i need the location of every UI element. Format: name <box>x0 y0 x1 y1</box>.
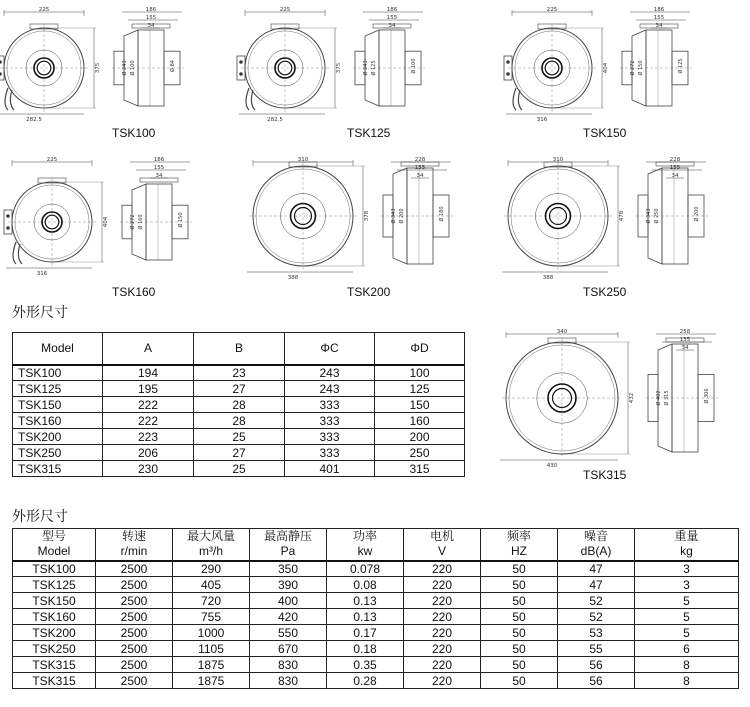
value-cell: 2500 <box>96 561 173 577</box>
value-cell: 350 <box>250 561 327 577</box>
spec-column-header <box>558 529 635 561</box>
dimension-label: 34 <box>147 23 155 29</box>
value-cell: 720 <box>173 593 250 609</box>
value-cell: 50 <box>481 657 558 673</box>
table-row <box>13 609 739 625</box>
dimension-label: 310 <box>552 157 564 163</box>
table-row <box>13 673 739 689</box>
diameter-label: Ø 315 <box>664 390 670 406</box>
drawing-tsk100 <box>0 7 230 123</box>
value-cell: 194 <box>103 365 194 381</box>
value-cell: 222 <box>103 413 194 429</box>
value-cell: 220 <box>404 593 481 609</box>
dimension-label: 34 <box>388 23 396 29</box>
dimension-label: 225 <box>279 7 291 13</box>
value-cell: 3 <box>635 561 739 577</box>
diameter-label: Ø 150 <box>178 212 184 228</box>
drawing-svg <box>500 329 730 469</box>
value-cell: 755 <box>173 609 250 625</box>
value-cell: 333 <box>285 445 375 461</box>
model-cell: TSK160 <box>13 609 96 625</box>
dimension-label: 388 <box>542 275 554 281</box>
value-cell: 53 <box>558 625 635 641</box>
dimension-label: 316 <box>536 117 548 123</box>
value-cell: 47 <box>558 577 635 593</box>
value-cell: 2500 <box>96 593 173 609</box>
dimension-label: 378 <box>364 210 370 222</box>
table-row <box>13 445 465 461</box>
value-cell: 830 <box>250 673 327 689</box>
spec-column-header <box>404 529 481 561</box>
value-cell: 401 <box>285 461 375 477</box>
section1-heading: 外形尺寸 <box>12 305 68 321</box>
drawing-tsk315 <box>500 329 730 469</box>
value-cell: 400 <box>250 593 327 609</box>
diameter-label: Ø 272 <box>130 214 136 230</box>
value-cell: 3 <box>635 577 739 593</box>
value-cell: 220 <box>404 625 481 641</box>
value-cell: 8 <box>635 673 739 689</box>
value-cell: 2500 <box>96 609 173 625</box>
dimension-label: 34 <box>655 23 663 29</box>
dimension-label: 155 <box>386 15 398 21</box>
value-cell: 220 <box>404 657 481 673</box>
dimension-label: 430 <box>546 463 558 469</box>
diameter-label: Ø 125 <box>371 60 377 76</box>
drawing-caption: TSK100 <box>112 126 156 140</box>
dimension-label: 432 <box>629 392 635 404</box>
value-cell: 50 <box>481 625 558 641</box>
diameter-label: Ø 84 <box>170 60 176 72</box>
value-cell: 0.17 <box>327 625 404 641</box>
dimension-label: 388 <box>287 275 299 281</box>
value-cell: 315 <box>375 461 465 477</box>
table-row <box>13 561 739 577</box>
diameter-label: Ø 243 <box>122 60 128 76</box>
diameter-label: Ø 343 <box>646 208 652 224</box>
spec-column-header <box>327 529 404 561</box>
dimension-label: 186 <box>145 7 157 13</box>
diameter-label: Ø 343 <box>391 208 397 224</box>
column-header-cn: 功率 <box>352 529 377 544</box>
column-header-unit: V <box>437 544 446 559</box>
value-cell: 5 <box>635 609 739 625</box>
value-cell: 47 <box>558 561 635 577</box>
value-cell: 150 <box>375 397 465 413</box>
table-row <box>13 641 739 657</box>
value-cell: 50 <box>481 577 558 593</box>
drawing-caption: TSK200 <box>347 285 391 299</box>
col-d: ΦD <box>375 333 465 365</box>
drawing-svg <box>0 157 230 277</box>
dimension-label: 478 <box>619 210 625 222</box>
table-row <box>13 381 465 397</box>
value-cell: 56 <box>558 657 635 673</box>
value-cell: 23 <box>194 365 285 381</box>
diameter-label: Ø 125 <box>678 58 684 74</box>
dimension-label: 155 <box>145 15 157 21</box>
diameter-label: Ø 402 <box>656 390 662 406</box>
value-cell: 0.35 <box>327 657 404 673</box>
specifications-header-row <box>13 529 739 561</box>
value-cell: 5 <box>635 593 739 609</box>
spec-column-header <box>96 529 173 561</box>
diameter-label: Ø 200 <box>399 208 405 224</box>
column-header-unit: r/min <box>120 544 148 559</box>
column-header-unit: Model <box>37 544 71 559</box>
value-cell: 1105 <box>173 641 250 657</box>
drawing-caption: TSK150 <box>583 126 627 140</box>
value-cell: 243 <box>285 381 375 397</box>
value-cell: 27 <box>194 445 285 461</box>
value-cell: 27 <box>194 381 285 397</box>
value-cell: 1875 <box>173 673 250 689</box>
value-cell: 100 <box>375 365 465 381</box>
value-cell: 28 <box>194 413 285 429</box>
value-cell: 50 <box>481 561 558 577</box>
table-row <box>13 461 465 477</box>
column-header-cn: 噪音 <box>583 529 608 544</box>
spec-column-header <box>635 529 739 561</box>
column-header-cn: 最高静压 <box>263 529 312 544</box>
value-cell: 8 <box>635 657 739 673</box>
diameter-label: Ø 250 <box>654 208 660 224</box>
drawing-tsk150 <box>500 7 730 123</box>
value-cell: 223 <box>103 429 194 445</box>
column-header-unit: m³/h <box>199 544 223 559</box>
dimension-label: 186 <box>653 7 665 13</box>
drawing-svg <box>0 7 230 123</box>
spec-column-header <box>13 529 96 561</box>
diameter-label: Ø 100 <box>130 60 136 76</box>
model-cell: TSK100 <box>13 561 96 577</box>
drawing-svg <box>245 7 475 123</box>
value-cell: 0.18 <box>327 641 404 657</box>
col-c: ΦC <box>285 333 375 365</box>
dimension-label: 258 <box>679 329 691 335</box>
table-row <box>13 593 739 609</box>
dimension-label: 282.5 <box>267 117 283 123</box>
value-cell: 250 <box>375 445 465 461</box>
value-cell: 0.078 <box>327 561 404 577</box>
value-cell: 200 <box>375 429 465 445</box>
diameter-label: Ø 243 <box>363 60 369 76</box>
dimension-label: 228 <box>669 157 681 163</box>
value-cell: 206 <box>103 445 194 461</box>
diameter-label: Ø 150 <box>638 60 644 76</box>
value-cell: 0.13 <box>327 593 404 609</box>
model-cell: TSK100 <box>13 365 103 381</box>
value-cell: 25 <box>194 461 285 477</box>
specifications-table <box>12 528 739 689</box>
column-header-cn: 最大风量 <box>186 529 235 544</box>
column-header-cn: 重量 <box>674 529 699 544</box>
value-cell: 230 <box>103 461 194 477</box>
drawing-tsk200 <box>245 157 475 281</box>
model-cell: TSK150 <box>13 593 96 609</box>
section2-heading: 外形尺寸 <box>12 509 68 525</box>
column-header-unit: dB(A) <box>580 544 612 559</box>
dimension-label: 155 <box>414 165 426 171</box>
dimension-label: 316 <box>36 271 48 277</box>
column-header-unit: Pa <box>280 544 296 559</box>
diameter-label: Ø 272 <box>630 60 636 76</box>
value-cell: 222 <box>103 397 194 413</box>
model-cell: TSK250 <box>13 641 96 657</box>
value-cell: 25 <box>194 429 285 445</box>
model-cell: TSK250 <box>13 445 103 461</box>
column-header-cn: 转速 <box>121 529 146 544</box>
value-cell: 390 <box>250 577 327 593</box>
value-cell: 5 <box>635 625 739 641</box>
col-a: A <box>103 333 194 365</box>
model-cell: TSK315 <box>13 673 96 689</box>
drawing-svg <box>245 157 475 281</box>
value-cell: 55 <box>558 641 635 657</box>
value-cell: 333 <box>285 413 375 429</box>
table-row <box>13 625 739 641</box>
dimension-label: 225 <box>38 7 50 13</box>
dimension-label: 404 <box>603 62 609 74</box>
value-cell: 50 <box>481 641 558 657</box>
value-cell: 2500 <box>96 657 173 673</box>
dimensions-header-row <box>13 333 465 365</box>
dimension-label: 186 <box>153 157 165 163</box>
dimension-label: 282.5 <box>26 117 42 123</box>
model-cell: TSK200 <box>13 429 103 445</box>
model-cell: TSK125 <box>13 577 96 593</box>
spec-column-header <box>250 529 327 561</box>
diameter-label: Ø 306 <box>704 388 710 404</box>
model-cell: TSK315 <box>13 657 96 673</box>
drawing-tsk250 <box>500 157 730 281</box>
value-cell: 243 <box>285 365 375 381</box>
value-cell: 50 <box>481 609 558 625</box>
table-row <box>13 397 465 413</box>
spec-column-header <box>173 529 250 561</box>
dimension-label: 34 <box>416 173 424 179</box>
dimension-label: 155 <box>669 165 681 171</box>
value-cell: 6 <box>635 641 739 657</box>
value-cell: 2500 <box>96 673 173 689</box>
value-cell: 2500 <box>96 625 173 641</box>
value-cell: 56 <box>558 673 635 689</box>
drawing-caption: TSK315 <box>583 468 627 482</box>
drawing-caption: TSK125 <box>347 126 391 140</box>
dimension-label: 375 <box>95 62 101 74</box>
column-header-unit: HZ <box>511 544 527 559</box>
model-cell: TSK125 <box>13 381 103 397</box>
diameter-label: Ø 160 <box>138 214 144 230</box>
value-cell: 550 <box>250 625 327 641</box>
diameter-label: Ø 100 <box>411 58 417 74</box>
dimensions-table <box>12 332 465 477</box>
value-cell: 333 <box>285 429 375 445</box>
diameter-label: Ø 200 <box>694 206 700 222</box>
value-cell: 220 <box>404 609 481 625</box>
value-cell: 405 <box>173 577 250 593</box>
value-cell: 195 <box>103 381 194 397</box>
drawing-caption: TSK160 <box>112 285 156 299</box>
value-cell: 2500 <box>96 641 173 657</box>
model-cell: TSK150 <box>13 397 103 413</box>
value-cell: 50 <box>481 673 558 689</box>
dimension-label: 310 <box>297 157 309 163</box>
dimension-label: 404 <box>103 216 109 228</box>
value-cell: 1875 <box>173 657 250 673</box>
column-header-cn: 频率 <box>506 529 531 544</box>
dimension-label: 375 <box>336 62 342 74</box>
spec-column-header <box>481 529 558 561</box>
dimension-label: 228 <box>414 157 426 163</box>
value-cell: 220 <box>404 577 481 593</box>
col-b: B <box>194 333 285 365</box>
value-cell: 2500 <box>96 577 173 593</box>
dimension-label: 34 <box>155 173 163 179</box>
diameter-label: Ø 180 <box>439 206 445 222</box>
value-cell: 50 <box>481 593 558 609</box>
value-cell: 0.08 <box>327 577 404 593</box>
drawing-tsk160 <box>0 157 230 277</box>
value-cell: 220 <box>404 673 481 689</box>
dimension-label: 34 <box>681 345 689 351</box>
dimension-label: 186 <box>386 7 398 13</box>
value-cell: 0.28 <box>327 673 404 689</box>
dimension-label: 340 <box>556 329 568 335</box>
column-header-unit: kw <box>357 544 373 559</box>
col-model: Model <box>13 333 103 365</box>
table-row <box>13 577 739 593</box>
value-cell: 1000 <box>173 625 250 641</box>
value-cell: 160 <box>375 413 465 429</box>
model-cell: TSK160 <box>13 413 103 429</box>
value-cell: 220 <box>404 641 481 657</box>
dimension-label: 34 <box>671 173 679 179</box>
value-cell: 670 <box>250 641 327 657</box>
value-cell: 830 <box>250 657 327 673</box>
table-row <box>13 657 739 673</box>
value-cell: 333 <box>285 397 375 413</box>
dimension-label: 155 <box>653 15 665 21</box>
model-cell: TSK315 <box>13 461 103 477</box>
value-cell: 28 <box>194 397 285 413</box>
value-cell: 290 <box>173 561 250 577</box>
value-cell: 220 <box>404 561 481 577</box>
dimension-label: 225 <box>546 7 558 13</box>
drawing-tsk125 <box>245 7 475 123</box>
dimension-label: 155 <box>679 337 691 343</box>
column-header-cn: 型号 <box>41 529 66 544</box>
drawing-caption: TSK250 <box>583 285 627 299</box>
dimension-label: 225 <box>46 157 58 163</box>
drawing-svg <box>500 7 730 123</box>
value-cell: 420 <box>250 609 327 625</box>
drawing-svg <box>500 157 730 281</box>
value-cell: 0.13 <box>327 609 404 625</box>
column-header-cn: 电机 <box>429 529 454 544</box>
table-row <box>13 365 465 381</box>
dimension-label: 155 <box>153 165 165 171</box>
column-header-unit: kg <box>680 544 693 559</box>
table-row <box>13 429 465 445</box>
model-cell: TSK200 <box>13 625 96 641</box>
table-row <box>13 413 465 429</box>
value-cell: 52 <box>558 593 635 609</box>
value-cell: 52 <box>558 609 635 625</box>
value-cell: 125 <box>375 381 465 397</box>
